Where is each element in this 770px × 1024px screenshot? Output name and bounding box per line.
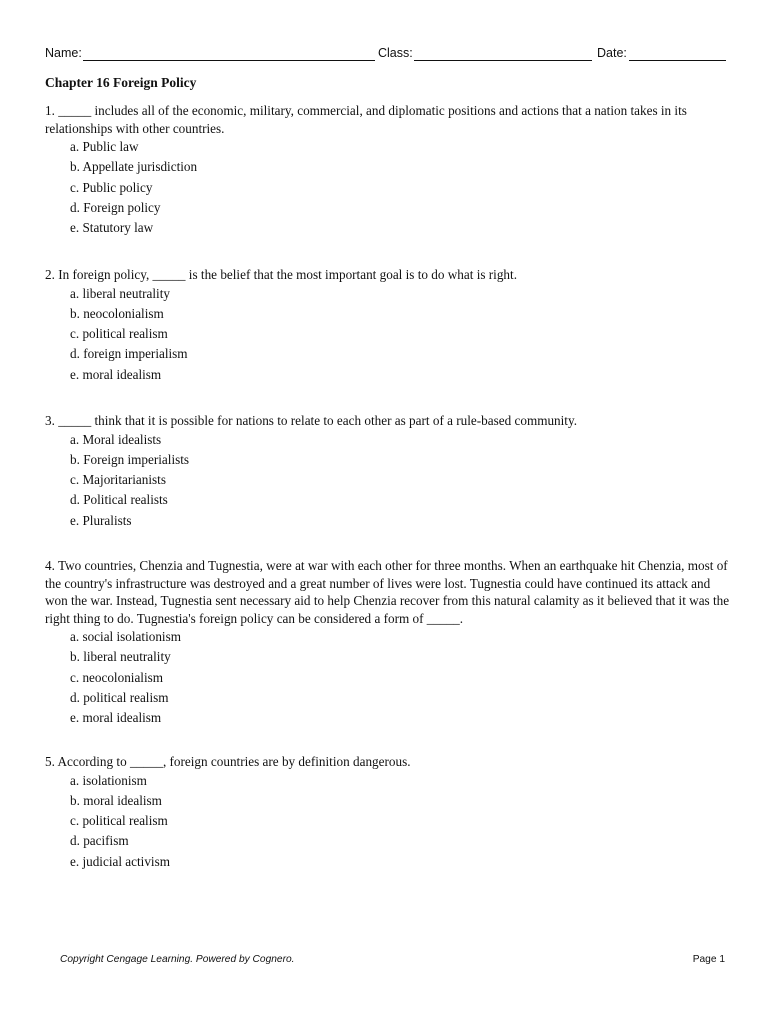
answer-option: c. Public policy [70, 179, 153, 195]
answer-option: d. political realism [70, 689, 169, 705]
class-label: Class: [378, 46, 413, 60]
question-text: 4. Two countries, Chenzia and Tugnestia, were at war with each other for three months. When an earthquake hit Chenzia, most of the country's infrastructure was destroyed and a great number of lives were lost. Tugnestia could have continued its attack and won the war. Instead, Tugnestia sent necessary aid to help Chenzia recover from this natural calamity as it believed that it was the right thing to do. Tugnestia's foreign policy can be considered a form of _____. [45, 558, 730, 626]
answer-option: b. liberal neutrality [70, 649, 171, 665]
question-text: 3. _____ think that it is possible for nations to relate to each other as part of a rule-based community. [45, 413, 578, 428]
answer-option: d. Political realists [70, 492, 168, 508]
class-blank-line [414, 60, 592, 61]
answer-option: e. Pluralists [70, 512, 132, 528]
question-text: 2. In foreign policy, _____ is the belief that the most important goal is to do what is right. [45, 267, 517, 282]
answer-option: c. neocolonialism [70, 669, 164, 685]
answer-option: a. Moral idealists [70, 431, 162, 447]
answer-option: e. moral idealism [70, 710, 162, 726]
question-3 [45, 412, 730, 531]
answer-option: a. social isolationism [70, 629, 181, 644]
answer-option: e. judicial activism [70, 853, 170, 869]
name-blank-line [83, 60, 375, 61]
answer-options [45, 137, 730, 238]
answer-options [45, 771, 730, 872]
question-text: 1. _____ includes all of the economic, military, commercial, and diplomatic positions and actions that a nation takes in its relationships with other countries. [45, 103, 687, 136]
answer-option: a. Public law [70, 139, 139, 154]
answer-option: d. pacifism [70, 833, 129, 849]
answer-options [45, 284, 730, 385]
question-4 [45, 557, 730, 728]
answer-options [45, 627, 730, 728]
answer-option: a. liberal neutrality [70, 285, 170, 301]
answer-option: a. isolationism [70, 772, 147, 788]
chapter-title: Chapter 16 Foreign Policy [45, 75, 197, 90]
question-2 [45, 266, 730, 385]
question-1 [45, 102, 730, 238]
answer-option: c. political realism [70, 813, 168, 829]
date-blank-line [629, 60, 726, 61]
date-label: Date: [597, 46, 627, 60]
answer-option: e. Statutory law [70, 220, 154, 236]
name-label: Name: [45, 46, 82, 60]
question-text: 5. According to _____, foreign countries are by definition dangerous. [45, 754, 411, 769]
answer-option: b. moral idealism [70, 792, 162, 808]
page-number: Page 1 [692, 954, 725, 965]
answer-option: e. moral idealism [70, 366, 162, 382]
answer-option: d. Foreign policy [70, 199, 161, 215]
answer-option: b. Foreign imperialists [70, 451, 190, 467]
answer-option: b. neocolonialism [70, 305, 164, 321]
copyright-notice: Copyright Cengage Learning. Powered by Cognero. [60, 954, 295, 965]
answer-options [45, 430, 730, 531]
answer-option: b. Appellate jurisdiction [70, 159, 198, 175]
answer-option: d. foreign imperialism [70, 346, 188, 362]
answer-option: c. political realism [70, 326, 168, 342]
question-5 [45, 753, 730, 872]
answer-option: c. Majoritarianists [70, 472, 166, 488]
student-info-header [45, 44, 726, 64]
